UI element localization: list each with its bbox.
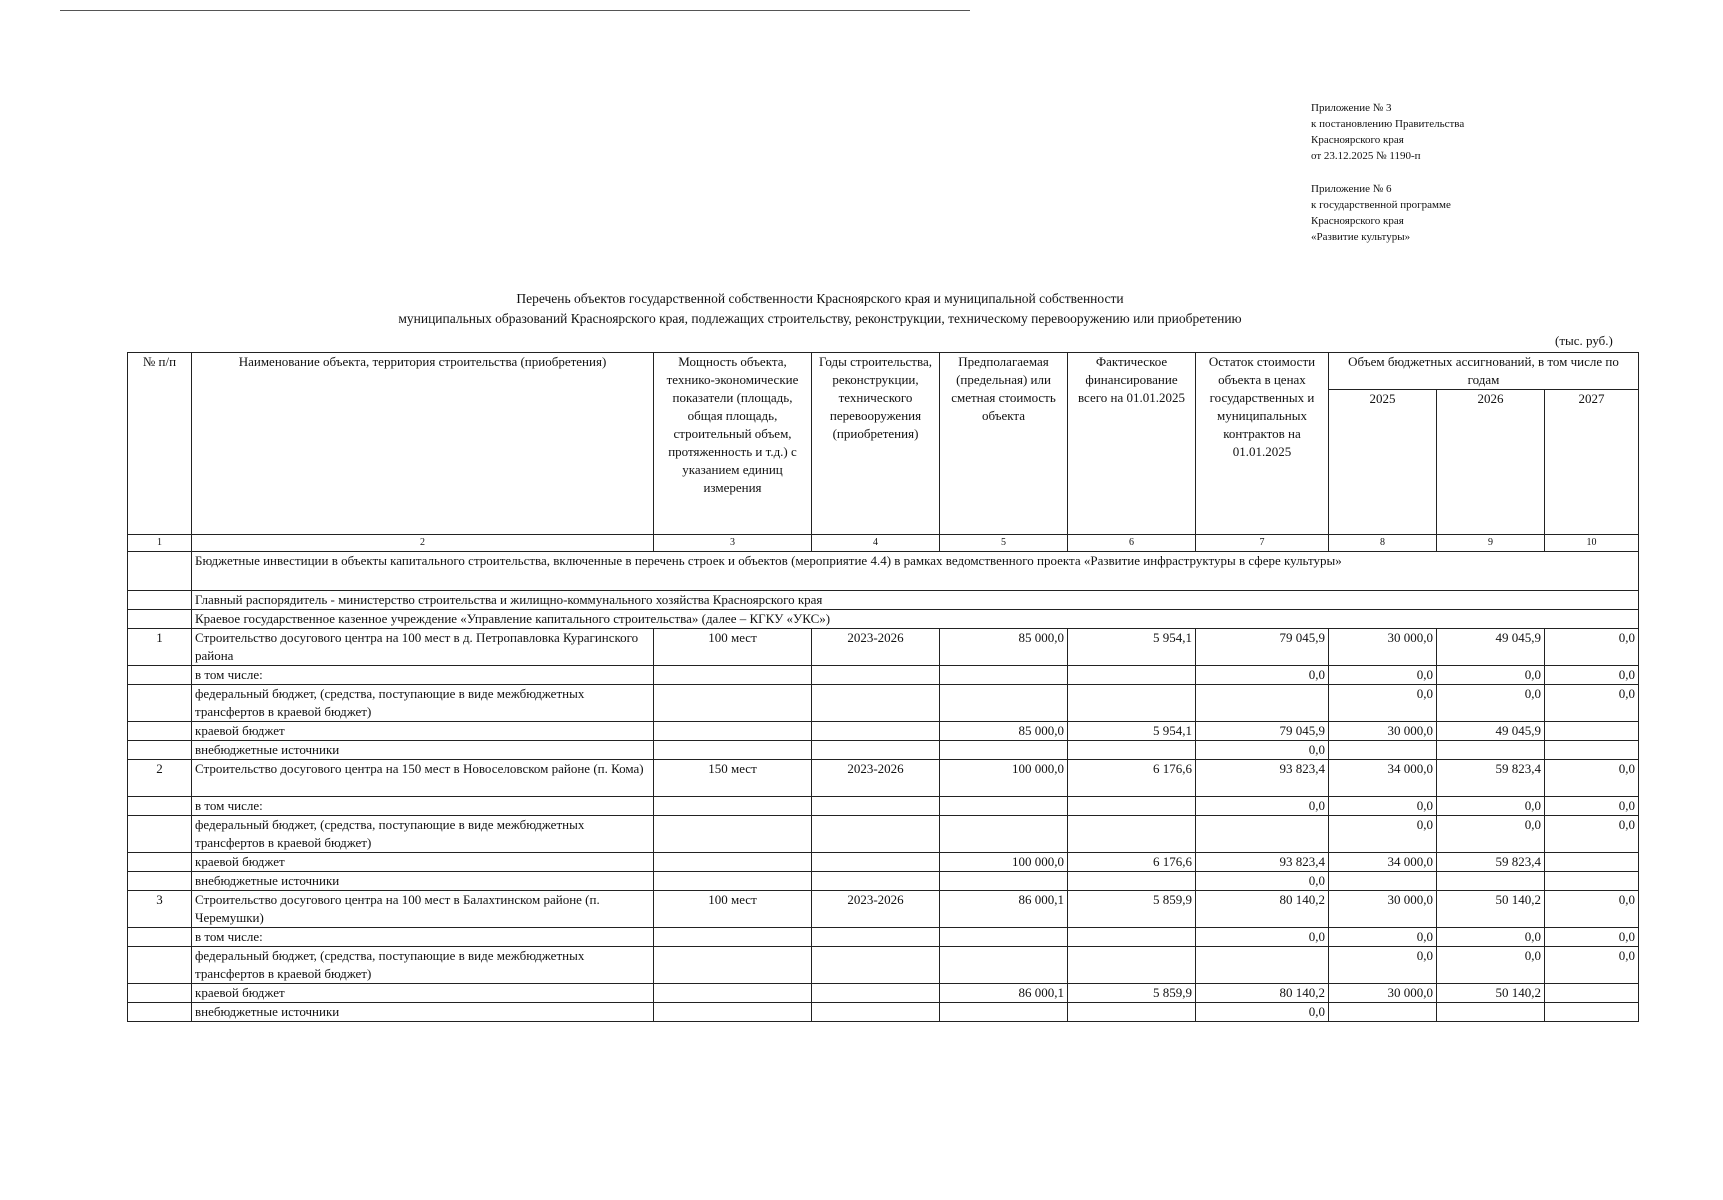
empty-cell <box>940 797 1068 816</box>
object-num: 1 <box>128 629 192 666</box>
object-2027: 0,0 <box>1545 891 1639 928</box>
empty-cell <box>1545 984 1639 1003</box>
including-remain: 0,0 <box>1196 928 1329 947</box>
empty-cell <box>128 984 192 1003</box>
empty-cell <box>654 947 812 984</box>
regional-actual: 5 954,1 <box>1068 722 1196 741</box>
appendix-line: Красноярского края <box>1311 215 1404 227</box>
empty-cell <box>1068 872 1196 891</box>
table-row <box>128 891 1639 928</box>
regional-2026: 49 045,9 <box>1437 722 1545 741</box>
federal-2026: 0,0 <box>1437 947 1545 984</box>
empty-cell <box>1068 1003 1196 1022</box>
appendix-line: Приложение № 6 <box>1311 183 1392 195</box>
empty-cell <box>812 741 940 760</box>
object-num: 3 <box>128 891 192 928</box>
empty-cell <box>654 722 812 741</box>
empty-cell <box>654 1003 812 1022</box>
section-institution: Краевое государственное казенное учреждение «Управление капитального строительства» (далее – КГКУ «УКС») <box>192 610 1639 629</box>
object-cost: 100 000,0 <box>940 760 1068 797</box>
table-row <box>128 685 1639 722</box>
extra-remain: 0,0 <box>1196 741 1329 760</box>
including-remain: 0,0 <box>1196 666 1329 685</box>
empty-cell <box>1068 797 1196 816</box>
empty-cell <box>812 853 940 872</box>
regional-2025: 30 000,0 <box>1329 722 1437 741</box>
appendix-line: от 23.12.2025 № 1190-п <box>1311 150 1421 162</box>
empty-cell <box>1329 741 1437 760</box>
empty-cell <box>128 591 192 610</box>
empty-cell <box>812 984 940 1003</box>
regional-cost: 86 000,1 <box>940 984 1068 1003</box>
col-number: 7 <box>1196 535 1329 552</box>
extra-label: внебюджетные источники <box>192 1003 654 1022</box>
empty-cell <box>128 816 192 853</box>
empty-cell <box>654 666 812 685</box>
object-2027: 0,0 <box>1545 629 1639 666</box>
object-name: Строительство досугового центра на 100 мест в Балахтинском районе (п. Черемушки) <box>192 891 654 928</box>
empty-cell <box>812 722 940 741</box>
top-rule <box>60 10 970 11</box>
appendix-line: Красноярского края <box>1311 134 1404 146</box>
including-2026: 0,0 <box>1437 666 1545 685</box>
including-2027: 0,0 <box>1545 797 1639 816</box>
header-name: Наименование объекта, территория строительства (приобретения) <box>192 353 654 535</box>
header-cost: Предполагаемая (предельная) или сметная стоимость объекта <box>940 353 1068 535</box>
table-row <box>128 816 1639 853</box>
empty-cell <box>1068 816 1196 853</box>
including-remain: 0,0 <box>1196 797 1329 816</box>
empty-cell <box>812 797 940 816</box>
header-num: № п/п <box>128 353 192 535</box>
object-2026: 59 823,4 <box>1437 760 1545 797</box>
object-years: 2023-2026 <box>812 629 940 666</box>
object-cost: 85 000,0 <box>940 629 1068 666</box>
regional-remain: 79 045,9 <box>1196 722 1329 741</box>
extra-remain: 0,0 <box>1196 1003 1329 1022</box>
header-budget: Объем бюджетных ассигнований, в том числе по годам <box>1329 353 1639 390</box>
empty-cell <box>1196 685 1329 722</box>
header-capacity: Мощность объекта, технико-экономические показатели (площадь, общая площадь, строительный объем, протяженность и т.д.) с указанием единиц измерения <box>654 353 812 535</box>
object-actual: 5 954,1 <box>1068 629 1196 666</box>
federal-2026: 0,0 <box>1437 816 1545 853</box>
object-capacity: 150 мест <box>654 760 812 797</box>
empty-cell <box>940 947 1068 984</box>
table-row <box>128 1003 1639 1022</box>
federal-2025: 0,0 <box>1329 685 1437 722</box>
object-years: 2023-2026 <box>812 760 940 797</box>
including-2025: 0,0 <box>1329 797 1437 816</box>
including-label: в том числе: <box>192 928 654 947</box>
object-years: 2023-2026 <box>812 891 940 928</box>
object-cost: 86 000,1 <box>940 891 1068 928</box>
federal-2027: 0,0 <box>1545 816 1639 853</box>
empty-cell <box>812 685 940 722</box>
col-number: 1 <box>128 535 192 552</box>
appendix-line: к государственной программе <box>1311 199 1451 211</box>
empty-cell <box>654 853 812 872</box>
col-number: 3 <box>654 535 812 552</box>
empty-cell <box>128 610 192 629</box>
col-number: 4 <box>812 535 940 552</box>
federal-label: федеральный бюджет, (средства, поступающие в виде межбюджетных трансфертов в краевой бюджет) <box>192 947 654 984</box>
object-capacity: 100 мест <box>654 891 812 928</box>
col-number: 10 <box>1545 535 1639 552</box>
empty-cell <box>128 853 192 872</box>
empty-cell <box>1437 872 1545 891</box>
empty-cell <box>940 741 1068 760</box>
appendix-line: к постановлению Правительства <box>1311 118 1465 130</box>
empty-cell <box>1068 741 1196 760</box>
including-label: в том числе: <box>192 666 654 685</box>
regional-remain: 93 823,4 <box>1196 853 1329 872</box>
federal-2027: 0,0 <box>1545 685 1639 722</box>
federal-2025: 0,0 <box>1329 947 1437 984</box>
regional-label: краевой бюджет <box>192 853 654 872</box>
object-actual: 6 176,6 <box>1068 760 1196 797</box>
table-row <box>128 797 1639 816</box>
federal-2026: 0,0 <box>1437 685 1545 722</box>
empty-cell <box>940 666 1068 685</box>
extra-label: внебюджетные источники <box>192 741 654 760</box>
regional-2026: 59 823,4 <box>1437 853 1545 872</box>
document-title-line-2: муниципальных образований Красноярского края, подлежащих строительству, реконструкции, техническому перевооружению или приобретению <box>398 311 1242 326</box>
empty-cell <box>128 685 192 722</box>
empty-cell <box>940 928 1068 947</box>
empty-cell <box>128 666 192 685</box>
table-row <box>128 853 1639 872</box>
empty-cell <box>128 722 192 741</box>
empty-cell <box>128 872 192 891</box>
appendix-block-resolution <box>1311 100 1464 164</box>
empty-cell <box>1196 947 1329 984</box>
federal-2025: 0,0 <box>1329 816 1437 853</box>
appendix-block-program <box>1311 181 1451 245</box>
empty-cell <box>812 947 940 984</box>
empty-cell <box>654 984 812 1003</box>
empty-cell <box>1437 741 1545 760</box>
empty-cell <box>654 797 812 816</box>
empty-cell <box>1545 722 1639 741</box>
object-name: Строительство досугового центра на 150 мест в Новоселовском районе (п. Кома) <box>192 760 654 797</box>
empty-cell <box>1545 741 1639 760</box>
table-row <box>128 741 1639 760</box>
header-remain: Остаток стоимости объекта в ценах государственных и муниципальных контрактов на 01.01.2025 <box>1196 353 1329 535</box>
empty-cell <box>654 741 812 760</box>
object-2026: 50 140,2 <box>1437 891 1545 928</box>
regional-2025: 34 000,0 <box>1329 853 1437 872</box>
empty-cell <box>128 1003 192 1022</box>
table-row <box>128 760 1639 797</box>
appendix-line: Приложение № 3 <box>1311 102 1392 114</box>
col-number: 9 <box>1437 535 1545 552</box>
empty-cell <box>1068 928 1196 947</box>
regional-2026: 50 140,2 <box>1437 984 1545 1003</box>
object-2026: 49 045,9 <box>1437 629 1545 666</box>
empty-cell <box>940 685 1068 722</box>
table-row <box>128 947 1639 984</box>
empty-cell <box>812 872 940 891</box>
empty-cell <box>1068 666 1196 685</box>
col-number: 6 <box>1068 535 1196 552</box>
object-num: 2 <box>128 760 192 797</box>
regional-actual: 5 859,9 <box>1068 984 1196 1003</box>
object-2025: 30 000,0 <box>1329 629 1437 666</box>
table-row <box>128 928 1639 947</box>
empty-cell <box>940 816 1068 853</box>
empty-cell <box>940 872 1068 891</box>
regional-cost: 100 000,0 <box>940 853 1068 872</box>
empty-cell <box>654 872 812 891</box>
empty-cell <box>1545 1003 1639 1022</box>
table-row <box>128 629 1639 666</box>
table-row <box>128 984 1639 1003</box>
objects-table <box>127 352 1639 1022</box>
regional-label: краевой бюджет <box>192 722 654 741</box>
col-number: 2 <box>192 535 654 552</box>
object-actual: 5 859,9 <box>1068 891 1196 928</box>
extra-label: внебюджетные источники <box>192 872 654 891</box>
object-remain: 93 823,4 <box>1196 760 1329 797</box>
regional-actual: 6 176,6 <box>1068 853 1196 872</box>
federal-label: федеральный бюджет, (средства, поступающие в виде межбюджетных трансфертов в краевой бюджет) <box>192 685 654 722</box>
empty-cell <box>1545 853 1639 872</box>
empty-cell <box>940 1003 1068 1022</box>
empty-cell <box>812 1003 940 1022</box>
table-row <box>128 722 1639 741</box>
header-year-2027: 2027 <box>1545 390 1639 535</box>
appendix-line: «Развитие культуры» <box>1311 231 1411 243</box>
table-row <box>128 872 1639 891</box>
federal-2027: 0,0 <box>1545 947 1639 984</box>
empty-cell <box>128 928 192 947</box>
header-year-2026: 2026 <box>1437 390 1545 535</box>
empty-cell <box>812 928 940 947</box>
including-label: в том числе: <box>192 797 654 816</box>
empty-cell <box>812 666 940 685</box>
including-2026: 0,0 <box>1437 928 1545 947</box>
regional-remain: 80 140,2 <box>1196 984 1329 1003</box>
header-years: Годы строительства, реконструкции, технического перевооружения (приобретения) <box>812 353 940 535</box>
including-2025: 0,0 <box>1329 666 1437 685</box>
object-2025: 34 000,0 <box>1329 760 1437 797</box>
empty-cell <box>1329 1003 1437 1022</box>
empty-cell <box>1545 872 1639 891</box>
including-2025: 0,0 <box>1329 928 1437 947</box>
empty-cell <box>128 947 192 984</box>
empty-cell <box>1437 1003 1545 1022</box>
object-capacity: 100 мест <box>654 629 812 666</box>
including-2027: 0,0 <box>1545 928 1639 947</box>
regional-label: краевой бюджет <box>192 984 654 1003</box>
empty-cell <box>812 816 940 853</box>
object-remain: 80 140,2 <box>1196 891 1329 928</box>
header-actual: Фактическое финансирование всего на 01.01.2025 <box>1068 353 1196 535</box>
col-number: 5 <box>940 535 1068 552</box>
table-row <box>128 666 1639 685</box>
object-name: Строительство досугового центра на 100 мест в д. Петропавловка Курагинского района <box>192 629 654 666</box>
object-2027: 0,0 <box>1545 760 1639 797</box>
section-manager: Главный распорядитель - министерство строительства и жилищно-коммунального хозяйства Красноярского края <box>192 591 1639 610</box>
regional-2025: 30 000,0 <box>1329 984 1437 1003</box>
empty-cell <box>654 928 812 947</box>
document-title-line-1: Перечень объектов государственной собственности Красноярского края и муниципальной собственности <box>516 291 1124 306</box>
empty-cell <box>1068 685 1196 722</box>
object-2025: 30 000,0 <box>1329 891 1437 928</box>
empty-cell <box>128 797 192 816</box>
empty-cell <box>654 816 812 853</box>
federal-label: федеральный бюджет, (средства, поступающие в виде межбюджетных трансфертов в краевой бюджет) <box>192 816 654 853</box>
empty-cell <box>1068 947 1196 984</box>
object-remain: 79 045,9 <box>1196 629 1329 666</box>
empty-cell <box>1196 816 1329 853</box>
empty-cell <box>128 552 192 591</box>
units-note: (тыс. руб.) <box>1555 333 1613 348</box>
regional-cost: 85 000,0 <box>940 722 1068 741</box>
empty-cell <box>128 741 192 760</box>
header-year-2025: 2025 <box>1329 390 1437 535</box>
col-number: 8 <box>1329 535 1437 552</box>
section-investments: Бюджетные инвестиции в объекты капитального строительства, включенные в перечень строек и объектов (мероприятие 4.4) в рамках ведомственного проекта «Развитие инфраструктуры в сфере культуры» <box>192 552 1639 591</box>
empty-cell <box>654 685 812 722</box>
including-2027: 0,0 <box>1545 666 1639 685</box>
empty-cell <box>1329 872 1437 891</box>
including-2026: 0,0 <box>1437 797 1545 816</box>
extra-remain: 0,0 <box>1196 872 1329 891</box>
